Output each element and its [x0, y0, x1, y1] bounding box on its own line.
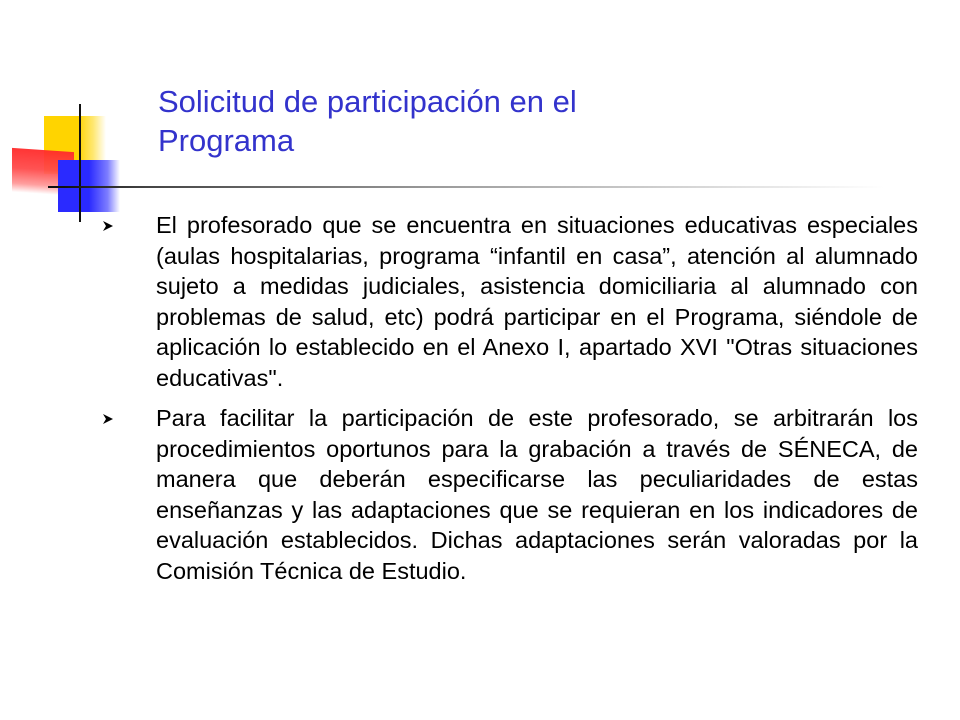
- bullet-item: [102, 403, 922, 586]
- bullet-text: El profesorado que se encuentra en situaciones educativas especiales (aulas hospitalarias, programa “infantil en casa”, atención al alumnado sujeto a medidas judiciales, asistencia domiciliaria al alumnado con problemas de salud, etc) podrá participar en el Programa, siéndole de aplicación lo establecido en el Anexo I, apartado XVI "Otras situaciones educativas".: [156, 212, 918, 391]
- slide-title: [158, 82, 758, 160]
- title-line-1: Solicitud de participación en el: [158, 84, 577, 119]
- bullet-text: Para facilitar la participación de este profesorado, se arbitrarán los procedimientos oportunos para la grabación a través de SÉNECA, de manera que deberán especificarse las peculiaridades de estas enseñanzas y las adaptaciones que se requieran en los indicadores de evaluación establecidos. Dichas adaptaciones serán valoradas por la Comisión Técnica de Estudio.: [156, 405, 918, 584]
- bullet-list: [102, 210, 922, 596]
- title-underline: [64, 186, 884, 188]
- bullet-item: [102, 210, 922, 393]
- colored-squares-logo: [0, 0, 140, 230]
- arrowhead-bullet-icon: [102, 413, 114, 425]
- logo-vertical-line: [79, 104, 81, 222]
- title-line-2: Programa: [158, 123, 295, 158]
- arrowhead-bullet-icon: [102, 220, 114, 232]
